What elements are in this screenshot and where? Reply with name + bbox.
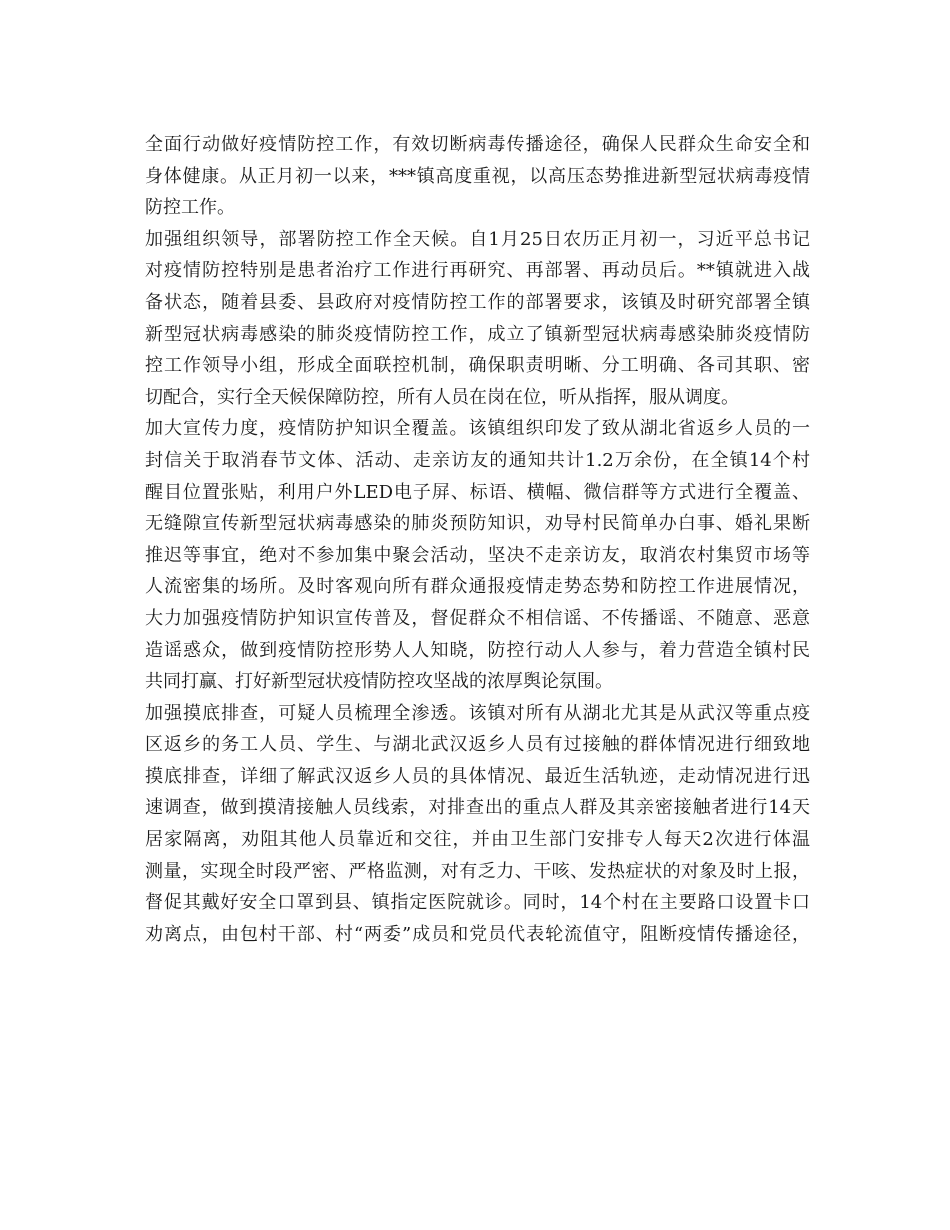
text-line: 全面行动做好疫情防控工作，有效切断病毒传播途径，确保人民群众生命安全和 [145, 134, 810, 155]
text-line: 防控工作。 [145, 197, 235, 219]
text-line: 速调查，做到摸清接触人员线索，对排查出的重点人群及其亲密接触者进行14天 [145, 797, 810, 819]
text-line: 无缝隙宣传新型冠状病毒感染的肺炎预防知识，劝导村民简单办白事、婚礼果断 [145, 513, 810, 535]
text-line: 控工作领导小组，形成全面联控机制，确保职责明晰、分工明确、各司其职、密 [145, 355, 810, 377]
text-line: 居家隔离，劝阻其他人员靠近和交往，并由卫生部门安排专人每天2次进行体温 [145, 829, 810, 851]
text-line: 测量，实现全时段严密、严格监测，对有乏力、干咳、发热症状的对象及时上报， [145, 860, 810, 882]
text-line: 督促其戴好安全口罩到县、镇指定医院就诊。同时，14个村在主要路口设置卡口 [145, 892, 810, 914]
text-line: 造谣惑众，做到疫情防控形势人人知晓，防控行动人人参与，着力营造全镇村民 [145, 639, 810, 661]
text-line: 摸底排查，详细了解武汉返乡人员的具体情况、最近生活轨迹，走动情况进行迅 [145, 765, 810, 787]
text-line: 加强组织领导，部署防控工作全天候。自1月25日农历正月初一，习近平总书记 [145, 228, 810, 250]
text-line: 身体健康。从正月初一以来，***镇高度重视，以高压态势推进新型冠状病毒疫情 [145, 165, 810, 187]
text-line: 大力加强疫情防护知识宣传普及，督促群众不相信谣、不传播谣、不随意、恶意 [145, 607, 810, 629]
text-line: 封信关于取消春节文体、活动、走亲访友的通知共计1.2万余份，在全镇14个村 [145, 449, 810, 471]
text-line: 加强摸底排查，可疑人员梳理全渗透。该镇对所有从湖北尤其是从武汉等重点疫 [145, 702, 810, 724]
text-line: 新型冠状病毒感染的肺炎疫情防控工作，成立了镇新型冠状病毒感染肺炎疫情防 [145, 323, 810, 345]
text-line: 备状态，随着县委、县政府对疫情防控工作的部署要求，该镇及时研究部署全镇 [145, 291, 810, 313]
text-line: 醒目位置张贴，利用户外LED电子屏、标语、横幅、微信群等方式进行全覆盖、 [145, 481, 810, 503]
text-line: 推迟等事宜，绝对不参加集中聚会活动，坚决不走亲访友，取消农村集贸市场等 [145, 544, 810, 566]
text-line: 人流密集的场所。及时客观向所有群众通报疫情走势态势和防控工作进展情况， [145, 576, 810, 598]
text-line: 劝离点，由包村干部、村“两委”成员和党员代表轮流值守，阻断疫情传播途径， [145, 923, 810, 945]
document-body [145, 129, 810, 950]
text-line: 共同打赢、打好新型冠状疫情防控攻坚战的浓厚舆论氛围。 [145, 671, 613, 693]
text-line: 加大宣传力度，疫情防护知识全覆盖。该镇组织印发了致从湖北省返乡人员的一 [145, 418, 810, 440]
text-line: 区返乡的务工人员、学生、与湖北武汉返乡人员有过接触的群体情况进行细致地 [145, 734, 810, 756]
text-line: 对疫情防控特别是患者治疗工作进行再研究、再部署、再动员后。**镇就进入战 [145, 260, 810, 282]
text-line: 切配合，实行全天候保障防控，所有人员在岗在位，听从指挥，服从调度。 [145, 386, 739, 408]
